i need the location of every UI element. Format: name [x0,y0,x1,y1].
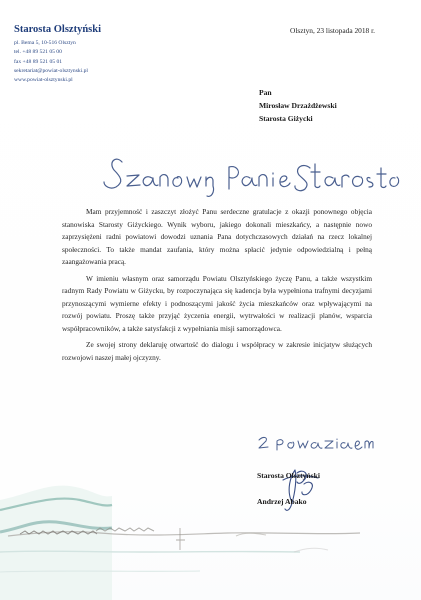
body-paragraph: Ze swojej strony deklaruję otwartość do dialogu i współpracy w zakresie inicjatyw służących rozwojowi naszej małej ojczyzny. [62,340,372,363]
letterhead [14,24,164,85]
letter-date: Olsztyn, 23 listopada 2018 r. [290,26,375,35]
sender-fax: fax +48 89 521 05 01 [14,59,63,66]
sender-phone: tel. +48 89 521 05 00 [14,48,62,55]
recipient-name: Mirosław Drzażdżewski [259,100,337,110]
signature-name: Andrzej Abako [257,497,307,506]
recipient-block [259,87,409,125]
closing-handwriting [259,437,373,450]
greeting-handwriting [104,159,399,196]
recipient-salutation: Pan [259,88,272,97]
sender-title: Starosta Olsztyński [14,24,102,35]
sender-website: www.powiat-olsztynski.pl [14,76,73,83]
sender-address: pl. Bema 5, 10-516 Olsztyn [14,40,76,46]
letter-body [62,206,372,369]
signature-title: Starosta Olsztyński [257,471,320,480]
sender-email: sekretariat@powiat-olsztynski.pl [14,68,88,75]
recipient-position: Starosta Giżycki [259,113,313,123]
body-paragraph: Mam przyjemność i zaszczyt złożyć Panu serdeczne gratulacje z okazji ponownego objęcia stanowiska Starosty Giżyckiego. Wynik wyboru, jakiego dokonali mieszkańcy, a następnie nowo zaprzysiężeni radni powiatowi dowodzi uznania Pana dotychczasowych działań na rzecz lokalnej społeczności. To także mandat zaufania, który można spłacić jedynie odpowiedzialną i pełną zaangażowania pracą. [62,207,372,267]
signature-block [257,462,367,518]
body-paragraph: W imieniu własnym oraz samorządu Powiatu Olsztyńskiego życzę Panu, a także wszystkim radnym Rady Powiatu w Giżycku, by rozpoczynająca się kadencja była wypełniona trafnymi decyzjami przynoszącymi wymierne efekty i podnoszącymi jakość życia mieszkańców oraz wpływającymi na rozwój powiatu. Proszę także przyjąć życzenia energii, wytrwałości w realizacji planów, wsparcia współpracowników, a także satysfakcji z wypełniania misji samorządowca. [62,273,372,333]
